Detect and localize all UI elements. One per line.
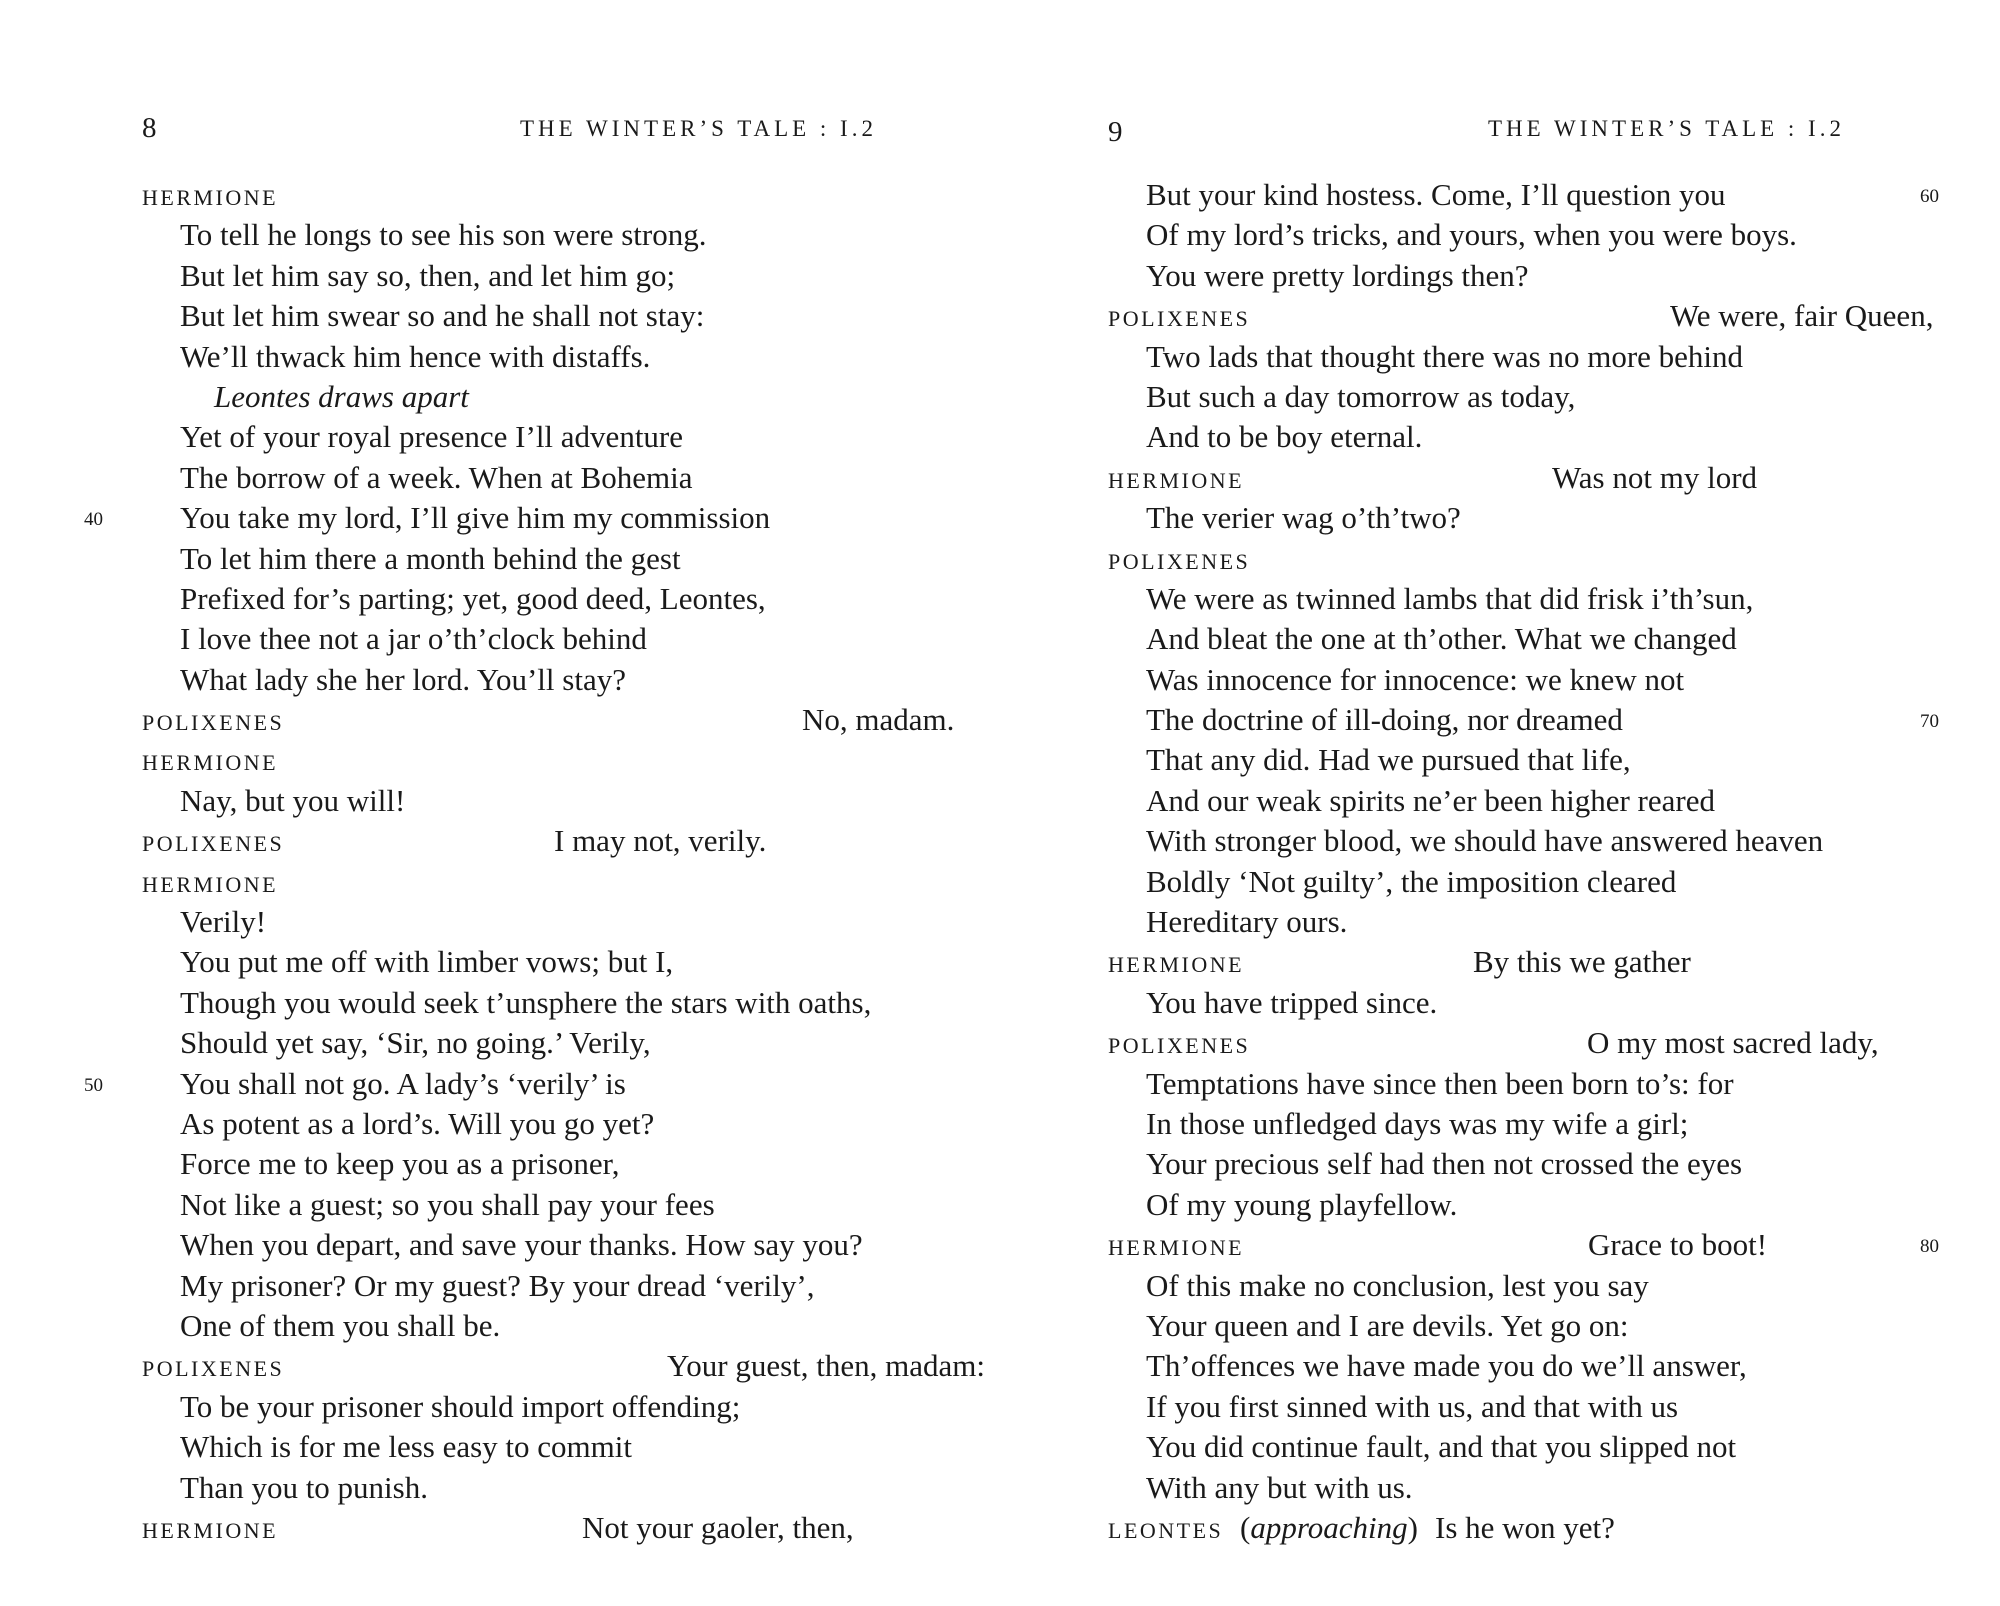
verse-line bbox=[1108, 337, 1988, 377]
speech-heading-line bbox=[142, 700, 982, 740]
play-text-left bbox=[84, 175, 986, 1548]
verse-line bbox=[1108, 175, 1988, 215]
verse-line bbox=[1108, 1387, 1988, 1427]
verse-text: Is he won yet? bbox=[1435, 1509, 1615, 1545]
speaker-name: HERMIONE bbox=[1108, 467, 1245, 493]
speech-heading-line bbox=[1108, 296, 1988, 336]
running-head: THE WINTER’S TALE : I.2 bbox=[520, 116, 877, 141]
page-number: 8 bbox=[142, 112, 157, 144]
verse-text: I may not, verily. bbox=[554, 823, 767, 859]
verse-text: To let him there a month behind the gest bbox=[180, 540, 681, 576]
verse-line bbox=[142, 256, 982, 296]
verse-text: That any did. Had we pursued that life, bbox=[1146, 742, 1631, 778]
verse-text: Th’offences we have made you do we’ll answer, bbox=[1146, 1348, 1747, 1384]
verse-text: To tell he longs to see his son were strong. bbox=[180, 217, 707, 253]
speech-heading-line bbox=[142, 740, 982, 780]
verse-text: With stronger blood, we should have answered heaven bbox=[1146, 823, 1824, 859]
verse-text: You did continue fault, and that you slipped not bbox=[1146, 1429, 1737, 1465]
verse-line bbox=[142, 1468, 982, 1508]
verse-text: Boldly ‘Not guilty’, the imposition cleared bbox=[1146, 863, 1677, 899]
verse-line bbox=[1108, 377, 1988, 417]
line-number: 70 bbox=[1920, 711, 1939, 733]
verse-line bbox=[142, 1427, 982, 1467]
verse-text: Which is for me less easy to commit bbox=[180, 1429, 632, 1465]
verse-text: Of my young playfellow. bbox=[1146, 1186, 1458, 1222]
verse-text: Of this make no conclusion, lest you say bbox=[1146, 1267, 1649, 1303]
verse-line bbox=[142, 539, 982, 579]
verse-text: Your precious self had then not crossed the eyes bbox=[1146, 1146, 1743, 1182]
verse-line bbox=[1108, 1346, 1988, 1386]
speaker-name: LEONTES bbox=[1108, 1517, 1224, 1543]
verse-text: I love thee not a jar o’th’clock behind bbox=[180, 621, 647, 657]
speaker-name: POLIXENES bbox=[142, 831, 285, 857]
verse-line bbox=[142, 296, 982, 336]
verse-text: Not like a guest; so you shall pay your fees bbox=[180, 1186, 715, 1222]
verse-text: With any but with us. bbox=[1146, 1469, 1413, 1505]
verse-text: You have tripped since. bbox=[1146, 984, 1438, 1020]
verse-line bbox=[1108, 1468, 1988, 1508]
verse-line bbox=[142, 1225, 982, 1265]
verse-text: By this we gather bbox=[1473, 944, 1691, 980]
verse-line bbox=[142, 1144, 982, 1184]
verse-text: Verily! bbox=[180, 904, 267, 940]
line-number: 60 bbox=[1920, 186, 1939, 207]
verse-text: The borrow of a week. When at Bohemia bbox=[180, 459, 693, 495]
verse-text: Your queen and I are devils. Yet go on: bbox=[1146, 1307, 1629, 1343]
verse-text: You put me off with limber vows; but I, bbox=[180, 944, 674, 980]
page-number: 9 bbox=[1108, 116, 1123, 148]
stage-direction-text: approaching bbox=[1250, 1509, 1408, 1545]
verse-text: Was not my lord bbox=[1552, 459, 1758, 495]
verse-text: My prisoner? Or my guest? By your dread ‘verily’, bbox=[180, 1267, 815, 1303]
verse-line bbox=[142, 215, 982, 255]
verse-line bbox=[142, 660, 982, 700]
verse-line bbox=[1108, 740, 1988, 780]
verse-text: Should yet say, ‘Sir, no going.’ Verily, bbox=[180, 1025, 651, 1061]
verse-text: But your kind hostess. Come, I’ll question you bbox=[1146, 177, 1726, 212]
speaker-name: POLIXENES bbox=[1108, 306, 1251, 332]
verse-text: O my most sacred lady, bbox=[1587, 1025, 1879, 1061]
verse-line bbox=[1108, 579, 1988, 619]
verse-text: If you first sinned with us, and that with us bbox=[1146, 1388, 1679, 1424]
stage-direction: Leontes draws apart bbox=[214, 378, 469, 414]
stage-direction-line bbox=[142, 377, 982, 417]
verse-line bbox=[142, 1104, 982, 1144]
verse-line bbox=[142, 902, 982, 942]
verse-line bbox=[142, 1266, 982, 1306]
verse-line bbox=[142, 1387, 982, 1427]
verse-line bbox=[142, 337, 982, 377]
speaker-name: POLIXENES bbox=[142, 710, 285, 736]
verse-line bbox=[1108, 1104, 1988, 1144]
verse-line bbox=[1108, 1144, 1988, 1184]
verse-text: Two lads that thought there was no more behind bbox=[1146, 338, 1744, 374]
verse-text: You shall not go. A lady’s ‘verily’ is bbox=[180, 1065, 626, 1101]
speech-heading-line bbox=[1108, 458, 1988, 498]
verse-text: Yet of your royal presence I’ll adventure bbox=[180, 419, 684, 455]
verse-line bbox=[1108, 1064, 1988, 1104]
running-head: THE WINTER’S TALE : I.2 bbox=[1488, 116, 1845, 141]
speech-heading-line bbox=[142, 175, 982, 215]
verse-line bbox=[1108, 862, 1988, 902]
speech-heading-line bbox=[1108, 539, 1988, 579]
verse-line bbox=[84, 1064, 982, 1104]
verse-text: Though you would seek t’unsphere the stars with oaths, bbox=[180, 984, 872, 1020]
verse-text: Not your gaoler, then, bbox=[582, 1509, 854, 1545]
verse-text: You take my lord, I’ll give him my commission bbox=[180, 500, 771, 536]
verse-line bbox=[142, 458, 982, 498]
verse-line bbox=[142, 781, 982, 821]
speaker-name: HERMIONE bbox=[142, 871, 279, 897]
right-page bbox=[1000, 0, 2000, 1606]
verse-text: Temptations have since then been born to’s: for bbox=[1146, 1065, 1734, 1101]
line-number: 80 bbox=[1920, 1236, 1939, 1258]
verse-text: As potent as a lord’s. Will you go yet? bbox=[180, 1105, 655, 1141]
verse-line bbox=[142, 942, 982, 982]
speech-heading-line bbox=[1108, 1225, 1988, 1265]
verse-line bbox=[142, 983, 982, 1023]
verse-text: Force me to keep you as a prisoner, bbox=[180, 1146, 620, 1182]
speaker-name: HERMIONE bbox=[142, 750, 279, 776]
speaker-name: HERMIONE bbox=[142, 1517, 279, 1543]
verse-text: But let him swear so and he shall not stay: bbox=[180, 298, 705, 334]
speech-heading-line bbox=[1108, 1023, 1988, 1063]
verse-line bbox=[1108, 619, 1988, 659]
verse-text: And to be boy eternal. bbox=[1146, 419, 1423, 455]
verse-text: We were, fair Queen, bbox=[1670, 298, 1934, 334]
verse-line bbox=[1108, 902, 1988, 942]
verse-line bbox=[142, 619, 982, 659]
speech-heading-line bbox=[142, 1508, 982, 1548]
verse-line bbox=[142, 1185, 982, 1225]
verse-line bbox=[1108, 215, 1988, 255]
verse-text: Nay, but you will! bbox=[180, 782, 406, 818]
speaker-name: POLIXENES bbox=[1108, 1033, 1251, 1059]
speaker-name: POLIXENES bbox=[1108, 548, 1251, 574]
speaker-name: HERMIONE bbox=[1108, 1235, 1245, 1261]
speaker-name: HERMIONE bbox=[142, 185, 279, 210]
verse-text: And bleat the one at th’other. What we changed bbox=[1146, 621, 1737, 657]
verse-text: Of my lord’s tricks, and yours, when you were boys. bbox=[1146, 217, 1797, 253]
verse-line bbox=[142, 417, 982, 457]
inline-stage-direction: (approaching) bbox=[1240, 1509, 1418, 1545]
verse-line bbox=[1108, 1427, 1988, 1467]
play-text-right bbox=[1108, 175, 1988, 1548]
verse-line bbox=[1108, 700, 1988, 740]
line-number: 40 bbox=[84, 509, 103, 531]
verse-line bbox=[1108, 983, 1988, 1023]
verse-text: We were as twinned lambs that did frisk i’th’sun, bbox=[1146, 580, 1754, 616]
verse-text: What lady she her lord. You’ll stay? bbox=[180, 661, 626, 697]
speech-heading-line bbox=[1108, 942, 1988, 982]
verse-text: We’ll thwack him hence with distaffs. bbox=[180, 338, 651, 374]
verse-line bbox=[1108, 1266, 1988, 1306]
verse-text: The doctrine of ill-doing, nor dreamed bbox=[1146, 702, 1623, 738]
verse-text: One of them you shall be. bbox=[180, 1307, 501, 1343]
speech-heading-line bbox=[142, 862, 982, 902]
verse-line bbox=[1108, 660, 1988, 700]
verse-line bbox=[1108, 417, 1988, 457]
verse-text: In those unfledged days was my wife a girl; bbox=[1146, 1105, 1689, 1141]
verse-line bbox=[1108, 821, 1988, 861]
line-number: 50 bbox=[84, 1074, 103, 1096]
verse-text: Than you to punish. bbox=[180, 1469, 428, 1505]
verse-line bbox=[84, 498, 982, 538]
verse-text: Grace to boot! bbox=[1588, 1227, 1768, 1263]
verse-line bbox=[1108, 256, 1988, 296]
speech-heading-line bbox=[142, 1346, 986, 1386]
verse-text: Your guest, then, madam: bbox=[667, 1348, 986, 1384]
verse-text: Was innocence for innocence: we knew not bbox=[1146, 661, 1685, 697]
speaker-name: HERMIONE bbox=[1108, 952, 1245, 978]
verse-text: To be your prisoner should import offending; bbox=[180, 1388, 741, 1424]
verse-line bbox=[1108, 1185, 1988, 1225]
verse-text: No, madam. bbox=[802, 702, 955, 738]
verse-line bbox=[1108, 1306, 1988, 1346]
speech-heading-line bbox=[142, 821, 982, 861]
verse-text: But let him say so, then, and let him go; bbox=[180, 257, 676, 293]
speaker-name: POLIXENES bbox=[142, 1356, 285, 1382]
verse-line bbox=[142, 579, 982, 619]
verse-line bbox=[142, 1023, 982, 1063]
verse-line bbox=[1108, 781, 1988, 821]
verse-text: The verier wag o’th’two? bbox=[1146, 500, 1461, 536]
verse-line bbox=[142, 1306, 982, 1346]
verse-text: But such a day tomorrow as today, bbox=[1146, 378, 1576, 414]
verse-text: When you depart, and save your thanks. How say you? bbox=[180, 1227, 863, 1263]
speech-heading-line bbox=[1108, 1508, 1988, 1548]
verse-line bbox=[1108, 498, 1988, 538]
verse-text: And our weak spirits ne’er been higher reared bbox=[1146, 782, 1715, 818]
verse-text: You were pretty lordings then? bbox=[1146, 257, 1529, 293]
verse-text: Hereditary ours. bbox=[1146, 904, 1348, 940]
verse-text: Prefixed for’s parting; yet, good deed, Leontes, bbox=[180, 580, 766, 616]
